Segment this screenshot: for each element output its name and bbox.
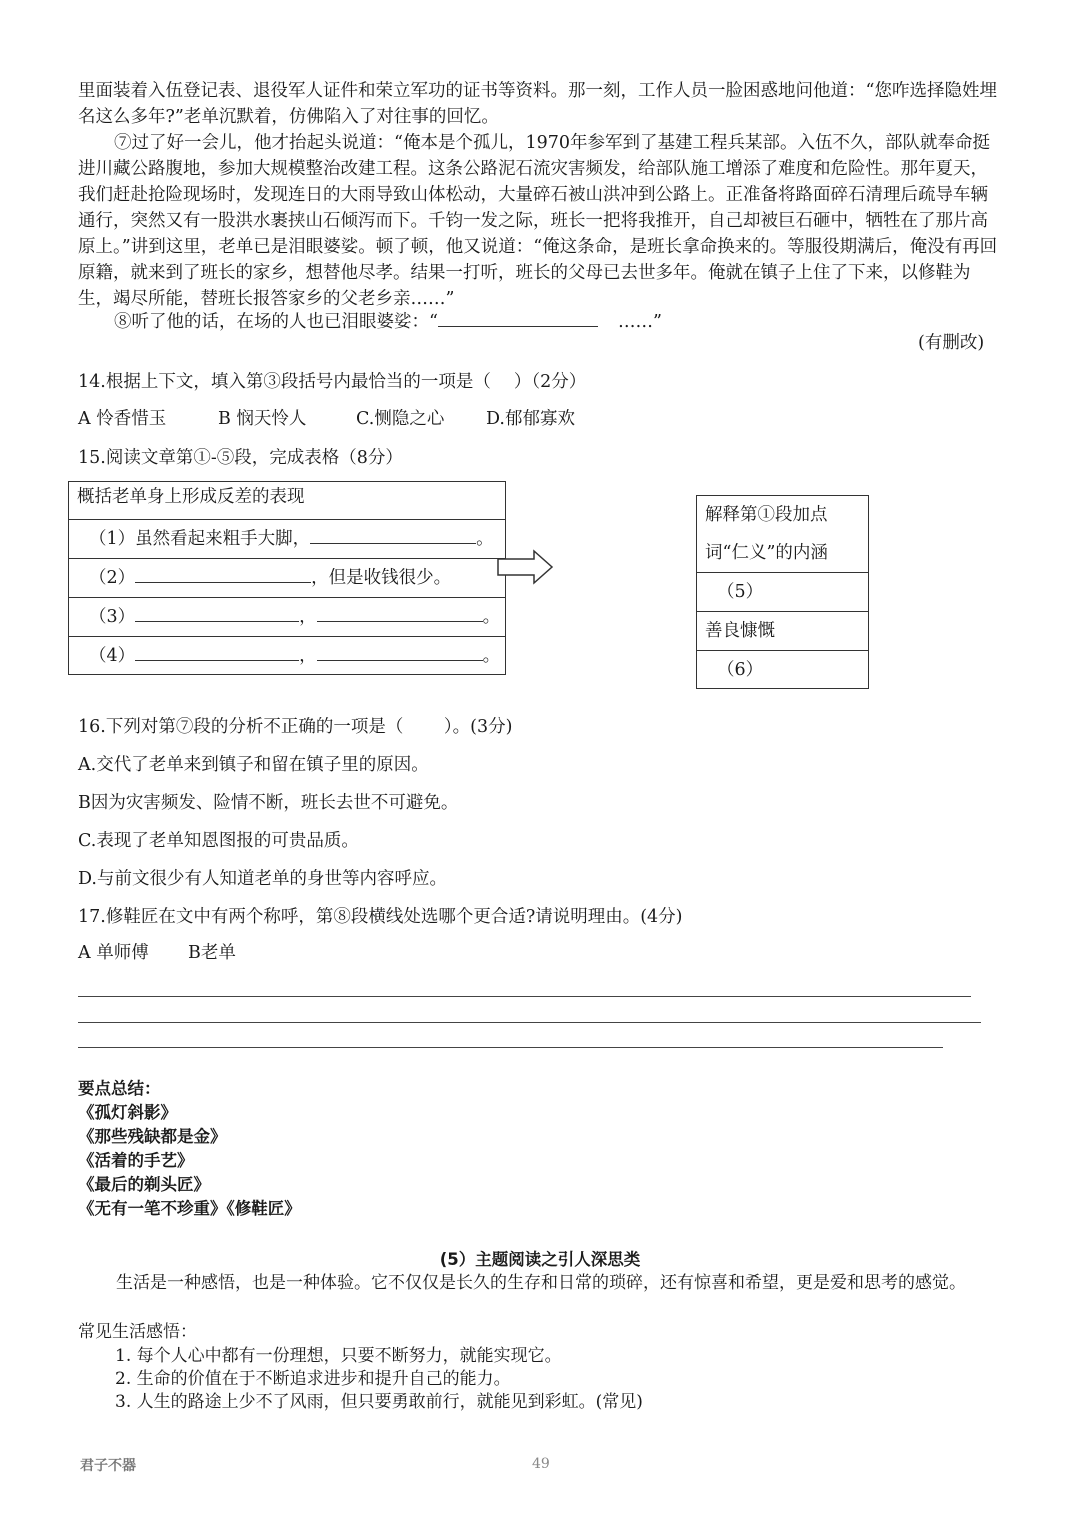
summary-title: 要点总结： <box>78 1079 161 1098</box>
q15-cell-5[interactable]: （5） <box>697 573 868 612</box>
passage-paragraph-7: ⑦过了好一会儿，他才抬起头说道：“俺本是个孤儿，1970年参军到了基建工程兵某部。入伍不久，部队就奉命挺进川藏公路腹地，参加大规模整治改建工程。这条公路泥石流灾害频发，给部队施工增添了难度和危险性。那年夏天，我们赶赴抢险现场时，发现连日的大雨导致山体松动，大量碎石被山洪冲到公路上。正准备将路面碎石清理后疏导车辆通行，突然又有一股洪水裹挟山石倾泻而下。千钧一发之际，班长一把将我推开，自己却被巨石砸中，牺牲在了那片高原上。”讲到这里，老单已是泪眼婆娑。顿了顿，他又说道：“俺这条命，是班长拿命换来的。等服役期满后，俺没有再回原籍，就来到了班长的家乡，想替他尽孝。结果一打听，班长的父母已去世多年。俺就在镇子上住了下来，以修鞋为生，竭尽所能，替班长报答家乡的父老乡亲……” <box>78 133 998 309</box>
answer-line-1[interactable] <box>78 996 971 997</box>
q15-row-3 <box>69 598 505 637</box>
row-number: （1） <box>89 529 136 549</box>
right-arrow-icon <box>496 549 556 585</box>
row-punct: ， <box>299 607 317 627</box>
row-text: ，但是收钱很少。 <box>311 568 452 588</box>
q15-cell-6[interactable]: （6） <box>717 660 764 680</box>
section-5-title: (5）主题阅读之引人深思类 <box>439 1250 641 1269</box>
q17-option-b[interactable]: B老单 <box>188 943 236 963</box>
paragraph-8-blank[interactable] <box>438 308 598 327</box>
q16-stem: 16.下列对第⑦段的分析不正确的一项是（ ）。(3分) <box>78 717 513 737</box>
q15-stem: 15.阅读文章第①-⑤段，完成表格（8分） <box>78 448 403 468</box>
row-punct: 。 <box>476 529 494 549</box>
summary-item: 《最后的剃头匠》 <box>78 1175 210 1194</box>
row-punct: ， <box>299 646 317 666</box>
row-number: （2） <box>89 568 136 588</box>
summary-item: 《无有一笔不珍重》《修鞋匠》 <box>78 1199 301 1218</box>
answer-blank[interactable] <box>135 564 311 583</box>
answer-blank[interactable] <box>317 642 483 661</box>
answer-blank[interactable] <box>317 603 483 622</box>
row-punct: 。 <box>482 607 501 627</box>
q14-stem: 14.根据上下文，填入第③段括号内最恰当的一项是（ ）（2分） <box>78 372 587 392</box>
q15-right-header <box>697 496 868 573</box>
summary-item: 《孤灯斜影》 <box>78 1103 177 1122</box>
page-number: 49 <box>532 1456 550 1472</box>
list-item: 2. 生命的价值在于不断追求进步和提升自己的能力。 <box>115 1369 511 1389</box>
q15-row-4 <box>69 637 505 675</box>
q16-option-c[interactable]: C.表现了老单知恩图报的可贵品质。 <box>78 831 359 851</box>
paragraph-8-text: ⑧听了他的话，在场的人也已泪眼婆娑：“ <box>114 312 438 332</box>
q15-right-table <box>696 495 869 689</box>
summary-block <box>78 1077 301 1221</box>
q16-option-d[interactable]: D.与前文很少有人知道老单的身世等内容呼应。 <box>78 869 447 889</box>
row-number: （3） <box>89 607 136 627</box>
answer-blank[interactable] <box>135 603 299 622</box>
section-5-intro: 生活是一种感悟，也是一种体验。它不仅仅是长久的生存和日常的琐碎，还有惊喜和希望，更是爱和思考的感觉。 <box>116 1273 966 1293</box>
footer-motto: 君子不器 <box>80 1458 136 1474</box>
right-header-line-2: 词“仁义”的内涵 <box>705 543 828 563</box>
summary-item: 《活着的手艺》 <box>78 1151 194 1170</box>
q14-option-d[interactable]: D.郁郁寡欢 <box>486 409 575 429</box>
q16-option-b[interactable]: B因为灾害频发、险情不断，班长去世不可避免。 <box>78 793 459 813</box>
edited-note: (有删改) <box>918 333 985 353</box>
right-header-line-1: 解释第①段加点 <box>705 505 828 525</box>
q16-option-a[interactable]: A.交代了老单来到镇子和留在镇子里的原因。 <box>78 755 429 775</box>
passage-paragraph-8 <box>114 308 662 334</box>
life-insight-list <box>115 1345 643 1414</box>
list-item: 1. 每个人心中都有一份理想，只要不断努力，就能实现它。 <box>115 1346 562 1366</box>
row-text: 虽然看起来粗手大脚， <box>135 529 311 549</box>
section-5-subtitle: 常见生活感悟： <box>78 1322 197 1342</box>
answer-line-3[interactable] <box>78 1047 943 1048</box>
passage-paragraph-6-end: 里面装着入伍登记表、退役军人证件和荣立军功的证书等资料。那一刻，工作人员一脸困惑地问他道：“您咋选择隐姓埋名这么多年?”老单沉默着，仿佛陷入了对往事的回忆。 <box>78 81 997 127</box>
q14-option-a[interactable]: A 怜香惜玉 <box>78 409 167 429</box>
q17-option-a[interactable]: A 单师傅 <box>78 943 149 963</box>
answer-blank[interactable] <box>135 642 299 661</box>
answer-blank[interactable] <box>310 525 476 544</box>
summary-item: 《那些残缺都是金》 <box>78 1127 227 1146</box>
q15-left-header: 概括老单身上形成反差的表现 <box>69 482 505 520</box>
q15-left-table <box>68 481 506 675</box>
list-item: 3. 人生的路途上少不了风雨，但只要勇敢前行，就能见到彩虹。(常见) <box>115 1392 643 1412</box>
q15-cell-kind: 善良慷慨 <box>697 612 868 651</box>
answer-line-2[interactable] <box>78 1022 981 1023</box>
row-punct: 。 <box>482 646 501 666</box>
q15-row-1 <box>69 520 505 559</box>
q14-option-b[interactable]: B 悯天怜人 <box>218 409 307 429</box>
q14-option-c[interactable]: C.恻隐之心 <box>356 409 445 429</box>
row-number: （4） <box>89 646 136 666</box>
q15-row-2 <box>69 559 505 598</box>
paragraph-8-ellipsis: ……” <box>617 312 662 332</box>
q17-stem: 17.修鞋匠在文中有两个称呼，第⑧段横线处选哪个更合适?请说明理由。(4分) <box>78 907 683 927</box>
